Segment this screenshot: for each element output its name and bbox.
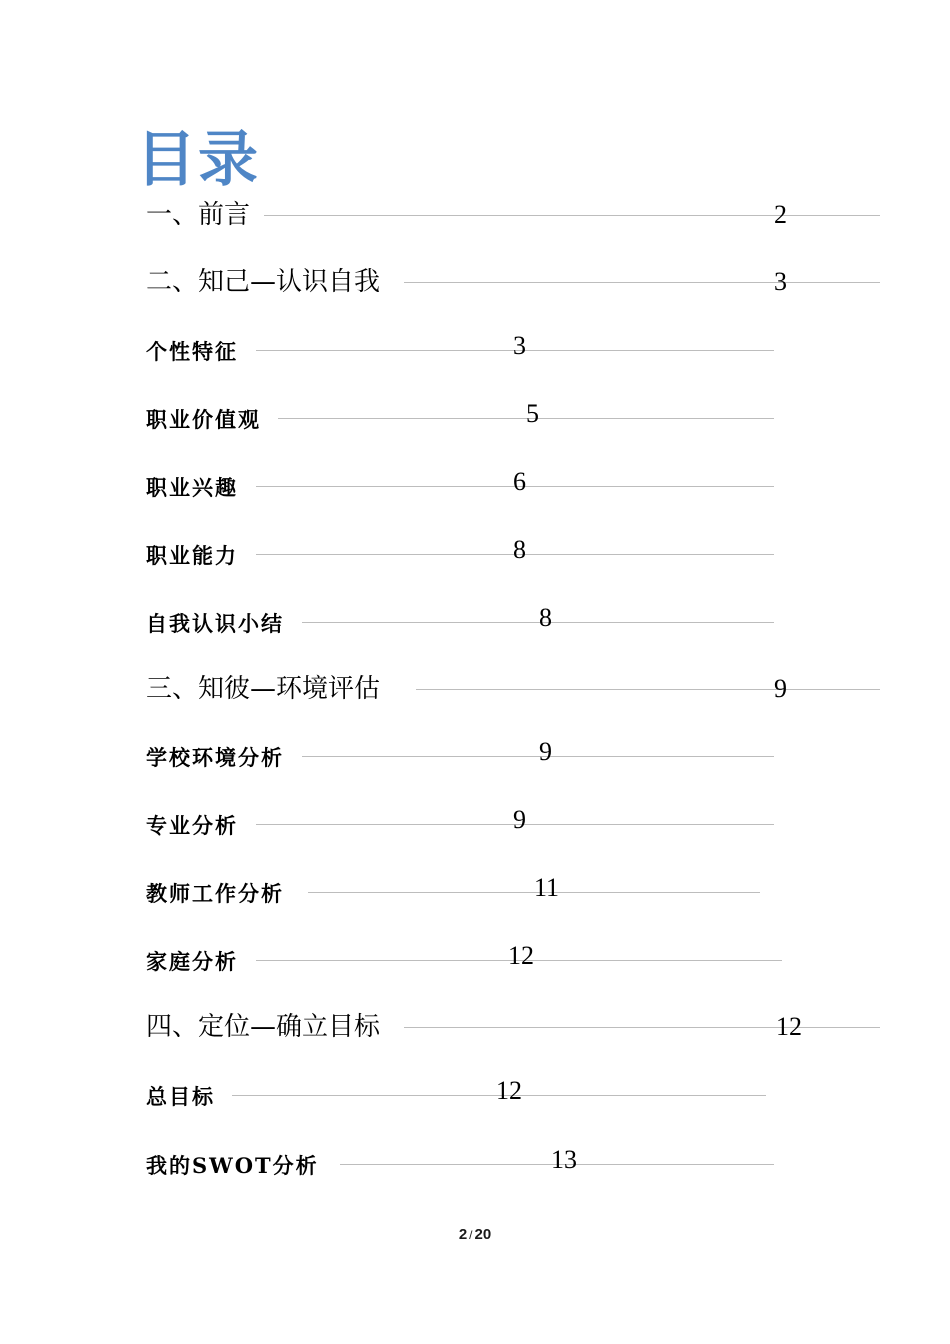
toc-leader-line [302, 622, 774, 623]
toc-page-number: 3 [774, 267, 787, 296]
toc-page-number: 9 [513, 805, 526, 834]
toc-title: 目录 [136, 125, 260, 195]
toc-entry-label: 二、知己—认识自我 [146, 267, 381, 297]
toc-page-number: 12 [508, 941, 534, 970]
toc-page-number: 13 [551, 1145, 577, 1174]
total-page-count: 20 [474, 1226, 492, 1243]
toc-entry-label: 专业分析 [146, 813, 238, 838]
toc-page-number: 9 [539, 737, 552, 766]
toc-entry-label: 我的SWOT分析 [146, 1153, 319, 1178]
toc-leader-line [416, 689, 880, 690]
toc-entry-label: 一、前言 [146, 200, 251, 230]
toc-leader-line [404, 282, 880, 283]
toc-page-number: 2 [774, 200, 787, 229]
toc-entry-label: 家庭分析 [146, 949, 238, 974]
toc-entry-label: 职业兴趣 [146, 475, 238, 500]
toc-page-number: 3 [513, 331, 526, 360]
toc-page-number: 6 [513, 467, 526, 496]
toc-page-number: 11 [534, 873, 560, 902]
toc-page-number: 12 [496, 1076, 522, 1105]
toc-entry-label: 自我认识小结 [146, 611, 284, 636]
toc-entry-label: 总目标 [146, 1084, 215, 1109]
toc-leader-line [404, 1027, 880, 1028]
toc-entry-label: 个性特征 [146, 339, 238, 364]
page-separator: / [469, 1228, 473, 1242]
toc-page-number: 12 [776, 1012, 802, 1041]
toc-leader-line [264, 215, 880, 216]
toc-page-number: 8 [539, 603, 552, 632]
toc-entry-label: 四、定位—确立目标 [146, 1012, 381, 1042]
toc-entry-label: 学校环境分析 [146, 745, 284, 770]
toc-page-number: 5 [526, 399, 539, 428]
current-page-number: 2 [458, 1226, 468, 1243]
toc-page-number: 8 [513, 535, 526, 564]
toc-entry-label: 三、知彼—环境评估 [146, 674, 381, 704]
page-footer [0, 1226, 950, 1243]
toc-entry-label: 职业价值观 [146, 407, 261, 432]
toc-page-number: 9 [774, 674, 787, 703]
toc-entry-label: 教师工作分析 [146, 881, 284, 906]
toc-entry-label: 职业能力 [146, 543, 238, 568]
toc-leader-line [302, 756, 774, 757]
